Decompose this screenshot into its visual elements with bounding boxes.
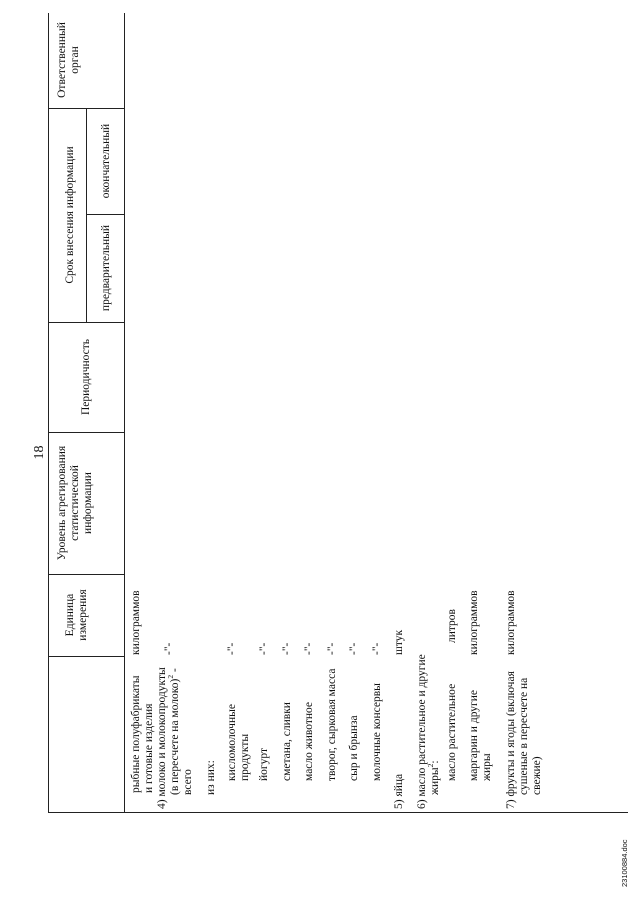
row-unit-cottage-cheese: -"- — [326, 642, 338, 655]
header-periodicity: Периодичность — [80, 338, 92, 416]
row-unit-canned-milk: -"- — [371, 642, 383, 655]
row-name-fish-semi-products: рыбные полуфабрикаты и готовые изделия — [130, 675, 155, 793]
row-name-yogurt: йогурт — [258, 748, 270, 781]
row-name-cheese: сыр и брынза — [348, 715, 360, 781]
header-deadline: Срок внесения информации — [64, 146, 76, 284]
row-name-cottage-cheese: творог, сырковая масса — [326, 668, 338, 781]
header-unit: Единица измерения — [64, 589, 89, 641]
deadline-subheader-rule — [86, 109, 87, 323]
row-unit-fermented-milk: -"- — [226, 642, 238, 655]
row-name-canned-milk: молочные консервы — [371, 683, 383, 781]
header-responsible: Ответственный орган — [56, 22, 81, 98]
row-name-margarine: маргарин и другие жиры — [468, 689, 493, 781]
row-name-of-which: из них: — [205, 760, 217, 795]
footer-filename: 23100884.doc — [620, 839, 629, 887]
row-unit-milk-products: -"- — [163, 642, 175, 655]
row-unit-sour-cream: -"- — [281, 642, 293, 655]
header-final: окончательный — [100, 123, 112, 199]
header-aggregation: Уровень агрегирования статистической информации — [56, 445, 94, 561]
table-top-rule — [48, 13, 49, 813]
row-unit-fish-semi-products: килограммов — [130, 590, 142, 655]
row-unit-fruits-berries: килограммов — [505, 590, 517, 655]
row-unit-yogurt: -"- — [258, 642, 270, 655]
row-name-vegetable-oil: масло растительное — [446, 683, 458, 781]
row-name-fermented-milk: кисломолочные продукты — [226, 704, 251, 781]
header-preliminary: предварительный — [100, 224, 112, 312]
periodicity-column-divider — [48, 432, 124, 433]
row-name-milk-products: 4) молоко и молокопродукты (в пересчете на молоко)$^2$ - всего — [156, 667, 194, 809]
row-unit-eggs: штук — [393, 629, 405, 655]
row-unit-cheese: -"- — [348, 642, 360, 655]
name-column-divider — [48, 812, 628, 813]
row-unit-butter: -"- — [303, 642, 315, 655]
row-unit-margarine: килограммов — [468, 590, 480, 655]
row-unit-vegetable-oil: литров — [446, 609, 458, 643]
table-header-bottom-rule — [124, 13, 125, 813]
row-name-vegetable-oil-fats: 6) масло растительное и другие жиры$^2$: — [416, 654, 441, 809]
row-name-fruits-berries: 7) фрукты и ягоды (включая сушеные в пересчете на свежие) — [505, 671, 543, 809]
unit-column-divider — [48, 656, 124, 657]
page-number: 18 — [32, 445, 47, 460]
row-name-butter: масло животное — [303, 702, 315, 781]
row-name-eggs: 5) яйца — [393, 773, 405, 809]
row-name-sour-cream: сметана, сливки — [281, 702, 293, 781]
